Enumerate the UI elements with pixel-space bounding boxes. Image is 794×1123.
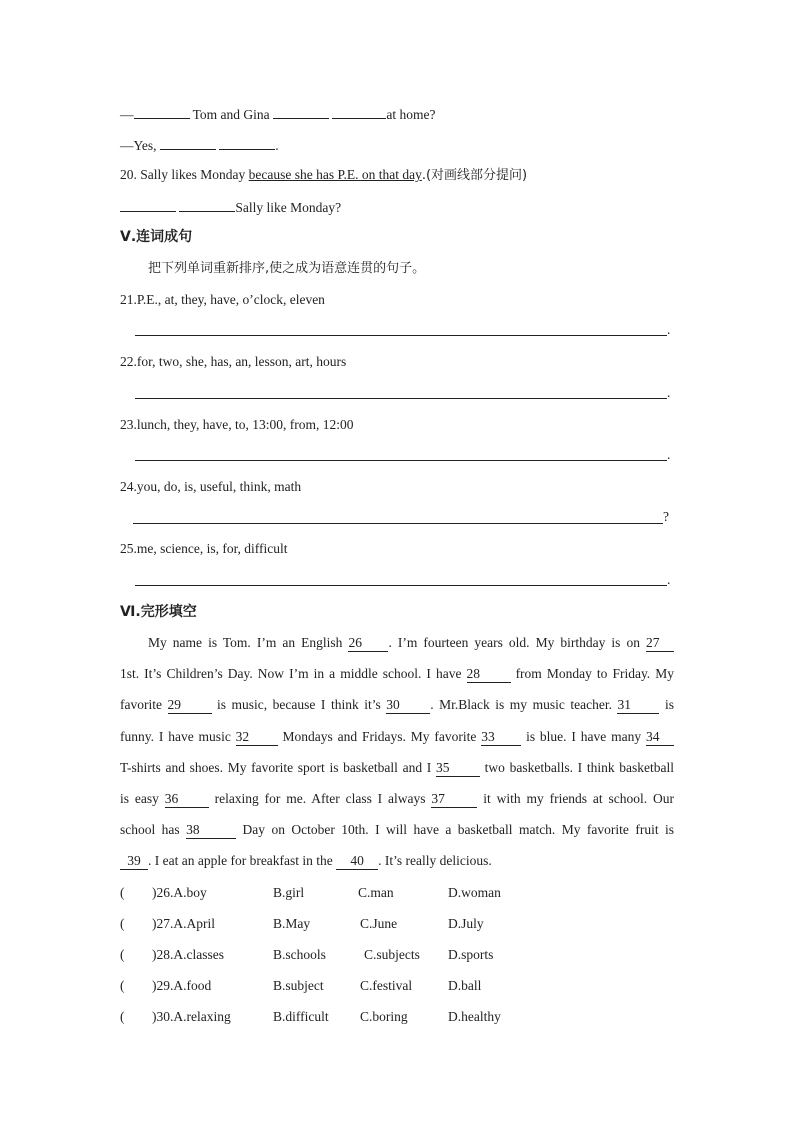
blank-38[interactable]: 38 [186,822,236,839]
option-b[interactable]: B.girl [273,885,305,900]
option-d[interactable]: D.woman [448,885,501,900]
option-b[interactable]: B.subject [273,978,324,993]
q24-words: 24.you, do, is, useful, think, math [120,479,302,494]
option-b[interactable]: B.difficult [273,1009,329,1024]
q19-line2: —Yes, . [120,135,279,155]
passage-line: My name is Tom. I’m an English 26 . I’m fourteen years old. My birthday is on 27 [120,634,674,652]
option-a[interactable]: A.classes [173,947,224,962]
answer-paren-open[interactable]: ( [120,978,125,993]
option-c[interactable]: C.man [358,885,394,900]
underlined-phrase: because she has P.E. on that day [248,167,422,182]
q24-answer-line[interactable] [133,523,663,524]
blank[interactable] [332,104,386,119]
passage-line: funny. I have music 32 Mondays and Fridays. My favorite 33 is blue. I have many 34 [120,728,674,746]
answer-paren-open[interactable]: ( [120,916,125,931]
option-d[interactable]: D.July [448,916,484,931]
q23-words: 23.lunch, they, have, to, 13:00, from, 12:00 [120,417,354,432]
q21-words: 21.P.E., at, they, have, o’clock, eleven [120,292,325,307]
blank[interactable] [219,135,275,150]
blank-40[interactable]: 40 [336,853,378,870]
passage-line: 1st. It’s Children’s Day. Now I’m in a middle school. I have 28 from Monday to Friday. My [120,666,674,681]
blank[interactable] [160,135,216,150]
blank-37[interactable]: 37 [431,791,477,808]
option-a[interactable]: A.boy [173,885,207,900]
q23-answer-line[interactable] [135,460,667,461]
option-c[interactable]: C.festival [360,978,413,993]
option-c[interactable]: C.subjects [364,947,420,962]
passage-line: is easy 36 relaxing for me. After class I always 37 it with my friends at school. Our [120,791,674,806]
option-b[interactable]: B.May [273,916,311,931]
passage-line: favorite 29 is music, because I think it’s 30 . Mr.Black is my music teacher. 31 is [120,697,674,712]
option-d[interactable]: D.ball [448,978,482,993]
option-c[interactable]: C.June [360,916,398,931]
option-b[interactable]: B.schools [273,947,326,962]
blank-31[interactable]: 31 [617,697,659,714]
q22-end: . [667,385,671,400]
blank-33[interactable]: 33 [481,729,521,746]
q20-question: 20. Sally likes Monday because she has P.E. on that day.(对画线部分提问) [120,167,528,183]
blank[interactable] [179,197,235,212]
option-d[interactable]: D.sports [448,947,494,962]
blank-30[interactable]: 30 [386,697,430,714]
passage-line: school has 38 Day on October 10th. I will have a basketball match. My favorite fruit is [120,822,674,837]
question-number: )29.A.food [152,978,212,993]
blank-29[interactable]: 29 [168,697,212,714]
blank[interactable] [134,104,190,119]
answer-paren-open[interactable]: ( [120,885,125,900]
passage-line: T-shirts and shoes. My favorite sport is basketball and I 35 two basketballs. I think basketball [120,760,675,775]
blank-28[interactable]: 28 [467,666,511,683]
q19-line1: — Tom and Gina at home? [120,104,436,124]
q21-end: . [667,322,671,337]
blank-34[interactable]: 34 [646,729,674,746]
q25-end: . [667,572,671,587]
blank[interactable] [120,197,176,212]
question-number: )30.A.relaxing [152,1009,231,1024]
q22-words: 22.for, two, she, has, an, lesson, art, hours [120,354,347,369]
option-c[interactable]: C.boring [360,1009,408,1024]
passage-line: 39 . I eat an apple for breakfast in the 40 . It’s really delicious. [120,852,674,870]
blank-27[interactable]: 27 [646,635,674,652]
option-a[interactable]: A.food [173,978,212,993]
section-6-title: Ⅵ.完形填空 [120,604,197,620]
blank-32[interactable]: 32 [236,729,278,746]
q20-answer: Sally like Monday? [120,197,341,217]
option-a[interactable]: A.April [173,916,215,931]
question-number: )27.A.April [152,916,215,931]
section-5-instruction: 把下列单词重新排序,使之成为语意连贯的句子。 [148,261,426,276]
q22-answer-line[interactable] [135,398,667,399]
blank-35[interactable]: 35 [436,760,480,777]
q25-words: 25.me, science, is, for, difficult [120,541,288,556]
blank-39[interactable]: 39 [120,853,148,870]
section-5-title: Ⅴ.连词成句 [120,229,193,245]
q25-answer-line[interactable] [135,585,667,586]
q24-end: ? [663,509,669,524]
question-number: )26.A.boy [152,885,207,900]
q21-answer-line[interactable] [135,335,667,336]
blank-26[interactable]: 26 [348,635,388,652]
answer-paren-open[interactable]: ( [120,947,125,962]
blank-36[interactable]: 36 [165,791,209,808]
option-a[interactable]: A.relaxing [173,1009,231,1024]
option-d[interactable]: D.healthy [448,1009,501,1024]
q23-end: . [667,447,671,462]
blank[interactable] [273,104,329,119]
question-number: )28.A.classes [152,947,224,962]
answer-paren-open[interactable]: ( [120,1009,125,1024]
